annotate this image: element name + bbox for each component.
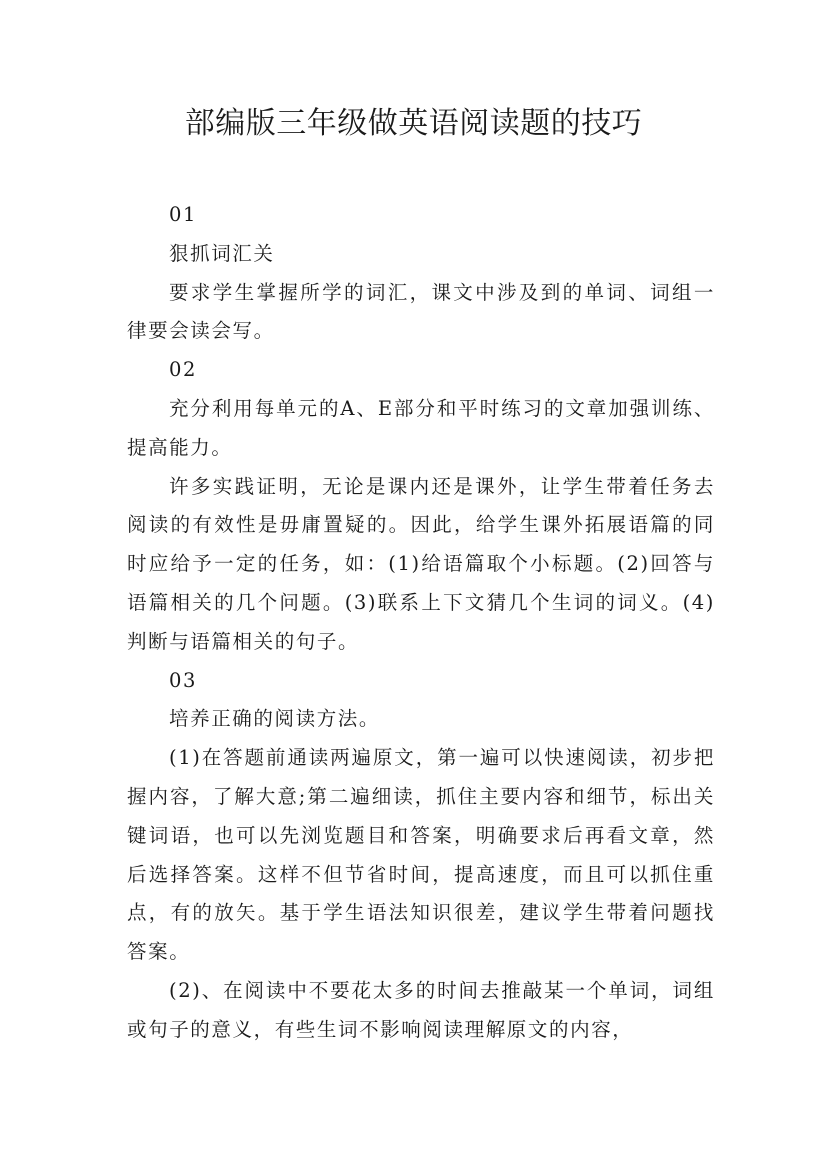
paragraph-practice: 充分利用每单元的A、E部分和平时练习的文章加强训练、提高能力。 <box>127 396 715 459</box>
paragraph-method-1: (1)在答题前通读两遍原文，第一遍可以快速阅读，初步把握内容，了解大意;第二遍细读，抓住主要内容和细节，标出关键词语，也可以先浏览题目和答案，明确要求后再看文章，然后选择答案。这样不但节省时间，提高速度，而且可以抓住重点，有的放矢。基于学生语法知识很差，建议学生带着问题找答案。 <box>127 746 715 964</box>
section-number-02: 02 <box>169 358 198 382</box>
section-heading-vocabulary: 狠抓词汇关 <box>169 241 275 265</box>
section-number-03: 03 <box>169 668 198 692</box>
document-title: 部编版三年级做英语阅读题的技巧 <box>184 106 643 141</box>
paragraph-tasks: 许多实践证明，无论是课内还是课外，让学生带着任务去阅读的有效性是毋庸置疑的。因此，给学生课外拓展语篇的同时应给予一定的任务，如：(1)给语篇取个小标题。(2)回答与语篇相关的几个问题。(3)联系上下文猜几个生词的词义。(4)判断与语篇相关的句子。 <box>127 474 715 653</box>
section-number-01: 01 <box>169 203 198 226</box>
paragraph-vocabulary: 要求学生掌握所学的词汇，课文中涉及到的单词、词组一律要会读会写。 <box>127 280 715 343</box>
section-heading-methods: 培养正确的阅读方法。 <box>169 707 381 731</box>
document-body <box>127 196 715 1050</box>
paragraph-method-2: (2)、在阅读中不要花太多的时间去推敲某一个单词，词组或句子的意义，有些生词不影响阅读理解原文的内容， <box>127 978 715 1041</box>
